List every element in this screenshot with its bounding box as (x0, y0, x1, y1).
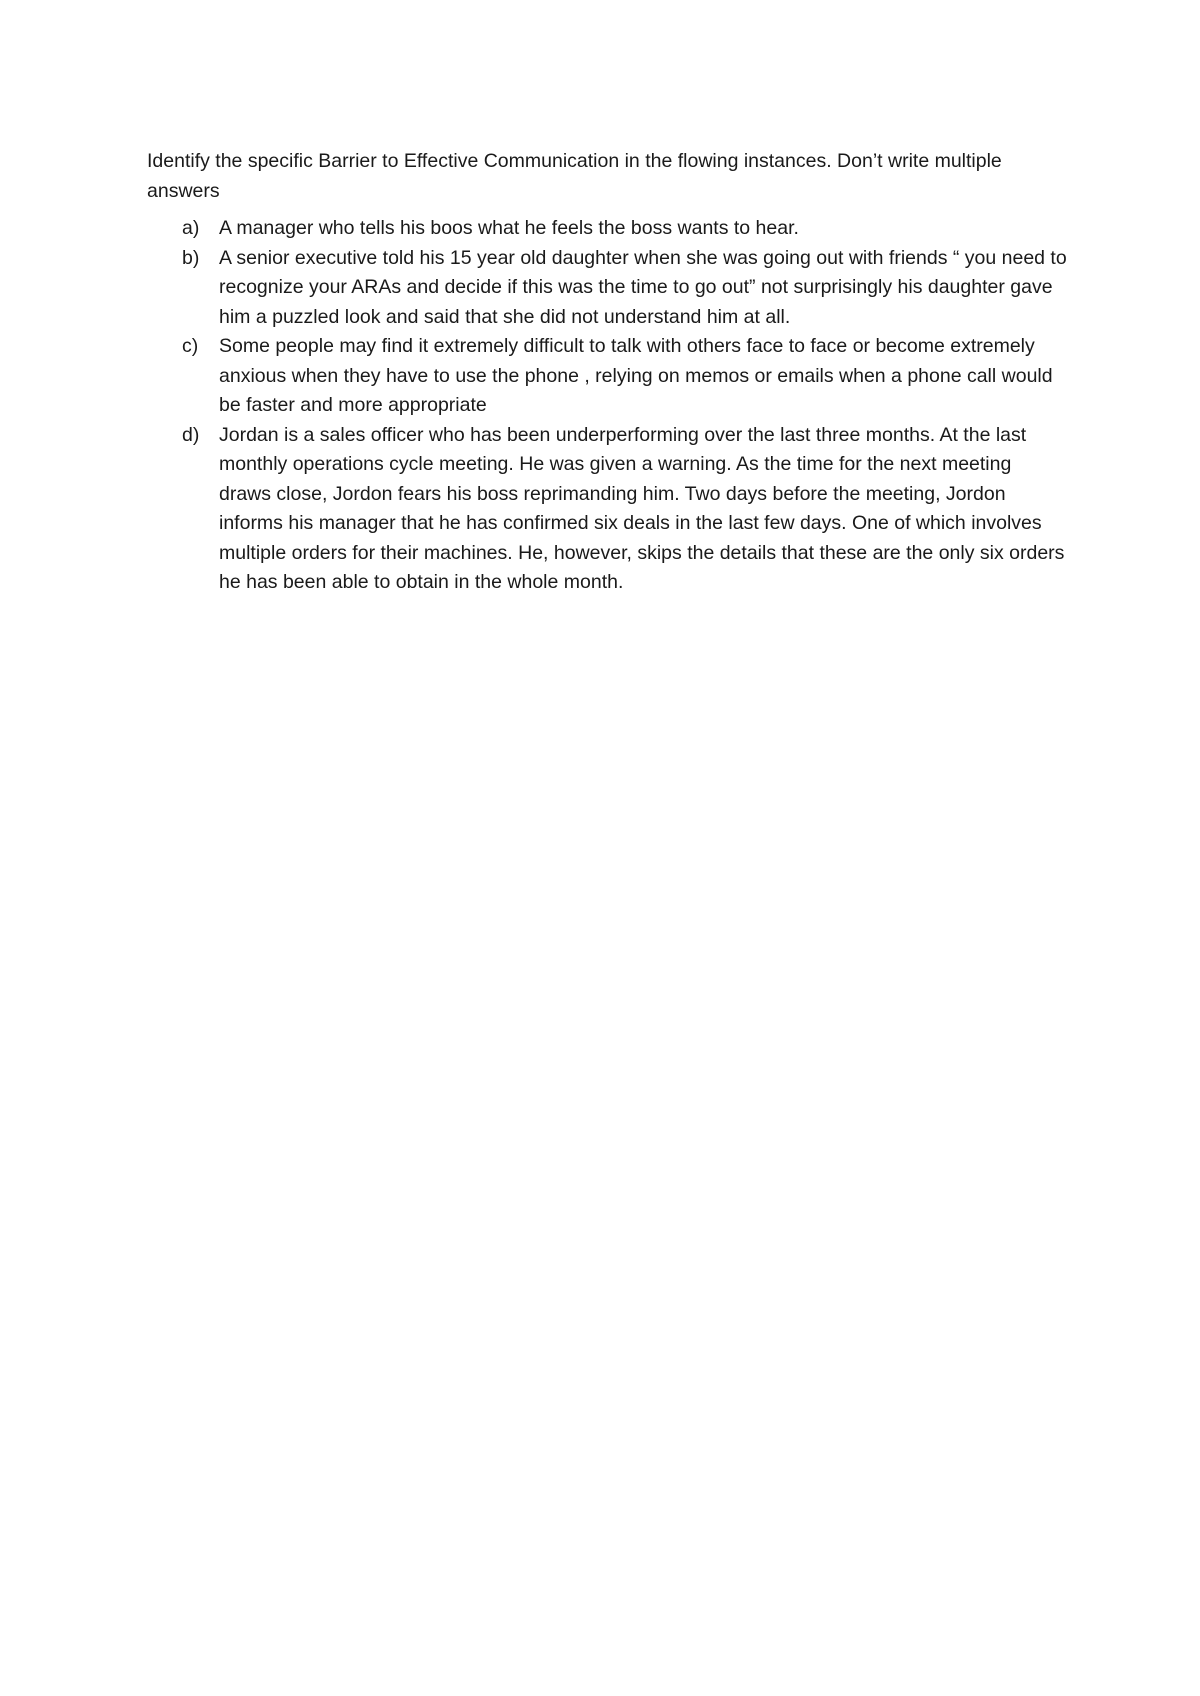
document-body (147, 147, 1067, 598)
question-list (147, 214, 1067, 598)
question-text: Jordan is a sales officer who has been underperforming over the last three months. At the last monthly operations cycle meeting. He was given a warning. As the time for the next meeting draws close, Jordon fears his boss reprimanding him. Two days before the meeting, Jordon informs his manager that he has confirmed six deals in the last few days. One of which involves multiple orders for their machines. He, however, skips the details that these are the only six orders he has been able to obtain in the whole month. (219, 423, 1065, 593)
question-text: Some people may find it extremely difficult to talk with others face to face or become extremely anxious when they have to use the phone , relying on memos or emails when a phone call would be faster and more appropriate (219, 335, 1053, 416)
question-text: A manager who tells his boos what he feels the boss wants to hear. (219, 217, 799, 239)
question-item-c (147, 332, 1067, 421)
question-item-b (147, 244, 1067, 333)
instructions-text: Identify the specific Barrier to Effective Communication in the flowing instances. Don’t write multiple answers (147, 150, 1002, 202)
question-item-d (147, 421, 1067, 598)
question-marker: c) (182, 335, 199, 357)
question-marker: a) (182, 217, 200, 239)
question-marker: b) (182, 246, 200, 269)
question-text: A senior executive told his 15 year old daughter when she was going out with friends “ you need to recognize your ARAs and decide if this was the time to go out” not surprisingly his daughter gave him a puzzled look and said that she did not understand him at all. (219, 246, 1067, 328)
question-item-a (147, 214, 1067, 244)
question-marker: d) (182, 423, 200, 446)
